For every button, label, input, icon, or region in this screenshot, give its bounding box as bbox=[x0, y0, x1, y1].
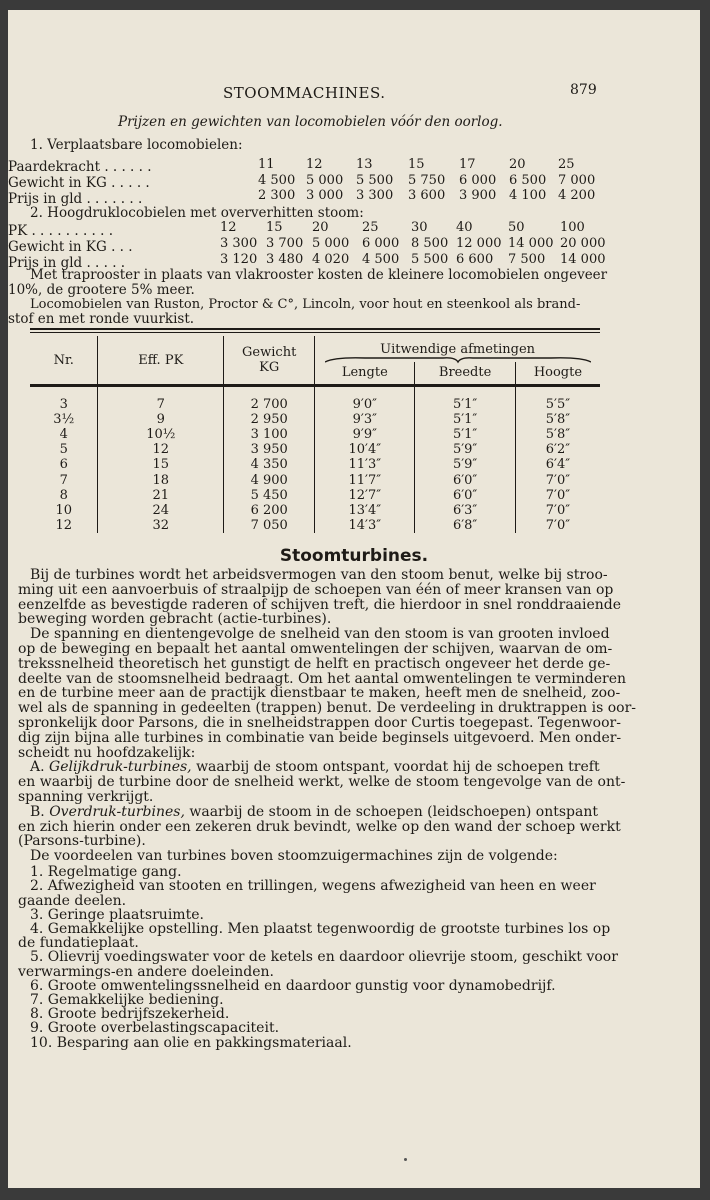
table-cell: 4 900 bbox=[224, 473, 315, 488]
type-b-line-2: en zich hierin onder een zekeren druk bevindt, welke op den wand der schoep werkt bbox=[18, 818, 621, 835]
s1-value: 3 000 bbox=[306, 188, 344, 203]
advantage-item: 3. Geringe plaatsruimte. bbox=[30, 906, 204, 923]
s2-value: 15 bbox=[266, 220, 283, 235]
ruston-dimensions-table bbox=[30, 336, 600, 533]
table-cell: 6 bbox=[30, 457, 98, 472]
s2-value: 3 120 bbox=[220, 252, 258, 267]
table-cell: 5′1″ bbox=[415, 397, 515, 412]
s1-value: 15 bbox=[408, 157, 425, 172]
table-cell: 6 200 bbox=[224, 503, 315, 518]
paragraph-line: trekssnelheid theoretisch het gunstigt de helft en practisch ongeveer het derde ge- bbox=[18, 655, 611, 672]
table-top-rule-thin bbox=[30, 332, 600, 333]
table-cell: 5′8″ bbox=[545, 411, 571, 427]
advantage-item: 10. Besparing aan olie en pakkingsmateriaal. bbox=[30, 1034, 352, 1051]
paragraph-line: spronkelijk door Parsons, die in snelheidstrappen door Curtis toegepast. Tegenwoor- bbox=[18, 715, 621, 731]
paragraph-line: op de beweging en bepaalt het aantal omwentelingen der schijven, waarvan de om- bbox=[18, 641, 613, 657]
s1-value: 6 500 bbox=[509, 173, 547, 188]
table-row bbox=[30, 442, 600, 457]
table-cell: 3½ bbox=[30, 412, 98, 427]
s2-value: 3 480 bbox=[266, 252, 304, 267]
section1-heading: 1. Verplaatsbare locomobielen: bbox=[30, 137, 243, 153]
section-subtitle: Prijzen en gewichten van locomobielen vóór den oorlog. bbox=[118, 114, 503, 130]
section2-heading: 2. Hoogdruklocobielen met oververhitten stoom: bbox=[30, 205, 364, 221]
s2-value: 20 000 bbox=[560, 236, 606, 251]
paragraph-line: deelte van de stoomsnelheid bedraagt. Om het aantal omwentelingen te verminderen bbox=[18, 670, 627, 687]
advantage-item: 4. Gemakkelijke opstelling. Men plaatst tegenwoordig de grootste turbines los op bbox=[30, 921, 611, 937]
table-cell: 24 bbox=[98, 503, 224, 518]
col-breedte: Breedte bbox=[415, 362, 515, 384]
note-line-1: Met traprooster in plaats van vlakrooster kosten de kleinere locomobielen ongeveer bbox=[30, 267, 608, 283]
table-cell: 7′0″ bbox=[545, 502, 571, 518]
table-cell: 7′0″ bbox=[545, 487, 571, 503]
table-cell: 6′8″ bbox=[415, 518, 515, 533]
table-cell: 32 bbox=[98, 518, 224, 533]
s1-value: 7 000 bbox=[558, 173, 596, 188]
type-b-line-3: (Parsons-turbine). bbox=[18, 833, 146, 850]
table-row bbox=[30, 412, 600, 427]
s2-value: 12 000 bbox=[456, 236, 502, 251]
paragraph-line: scheidt nu hoofdzakelijk: bbox=[18, 744, 196, 761]
s1-value: 5 500 bbox=[356, 173, 394, 188]
s2-value: 7 500 bbox=[508, 252, 546, 267]
advantage-item: de fundatieplaat. bbox=[18, 935, 139, 952]
table-cell: 4 350 bbox=[224, 457, 315, 472]
s2-value: 6 000 bbox=[362, 236, 400, 251]
note-line-2: 10%, de grootere 5% meer. bbox=[8, 282, 195, 298]
col-gewicht-line2: KG bbox=[259, 360, 280, 375]
s2-value: 100 bbox=[560, 220, 585, 235]
type-b-line bbox=[30, 805, 598, 820]
table-cell: 11′7″ bbox=[315, 473, 415, 488]
paragraph-line: eenzelfde as bevestigde raderen of schijven treft, die hierdoor in snel ronddraaiende bbox=[18, 596, 622, 613]
col-eff-pk: Eff. PK bbox=[98, 336, 224, 384]
table-cell: 5′5″ bbox=[545, 396, 571, 412]
advantage-item: verwarmings-en andere doeleinden. bbox=[18, 963, 274, 980]
table-cell: 18 bbox=[98, 473, 224, 488]
table-cell: 2 950 bbox=[224, 412, 315, 427]
table-cell: 6′0″ bbox=[415, 488, 515, 503]
table-cell: 2 700 bbox=[224, 397, 315, 412]
table-cell: 13′4″ bbox=[315, 503, 415, 518]
table-cell: 21 bbox=[98, 488, 224, 503]
s2-value: 5 500 bbox=[411, 252, 449, 267]
s2-label-pk: PK . . . . . . . . . . bbox=[8, 223, 113, 239]
s1-value: 25 bbox=[558, 157, 575, 172]
table-top-rule bbox=[30, 328, 600, 330]
s2-value: 3 700 bbox=[266, 236, 304, 251]
s1-value: 4 100 bbox=[509, 188, 547, 203]
paragraph-line: dig zijn bijna alle turbines in combinatie van beide beginsels uitgevoerd. Men onder- bbox=[18, 729, 622, 746]
page-number: 879 bbox=[570, 82, 597, 98]
table-cell: 5′8″ bbox=[545, 426, 571, 442]
table-cell: 7′0″ bbox=[545, 472, 571, 488]
advantage-item: 2. Afwezigheid van stooten en trillingen, wegens afwezigheid van heen en weer bbox=[30, 878, 596, 895]
table-cell: 14′3″ bbox=[315, 518, 415, 533]
advantage-item: 9. Groote overbelastingscapaciteit. bbox=[30, 1020, 280, 1037]
s1-value: 3 600 bbox=[408, 188, 446, 203]
s2-value: 14 000 bbox=[560, 252, 606, 267]
type-a-rest: waarbij de stoom ontspant, voordat hij de schoepen treft bbox=[196, 759, 600, 776]
book-page bbox=[8, 10, 700, 1188]
s1-label-gewicht: Gewicht in KG . . . . . bbox=[8, 175, 150, 191]
col-lengte: Lengte bbox=[315, 362, 415, 384]
table-cell: 7 050 bbox=[224, 518, 315, 533]
table-cell: 7 bbox=[98, 397, 224, 412]
table-cell: 3 bbox=[30, 397, 98, 412]
table-cell: 7′0″ bbox=[545, 518, 571, 534]
table-cell: 3 100 bbox=[224, 427, 315, 442]
col-group-label: Uitwendige afmetingen bbox=[380, 341, 536, 357]
s2-value: 30 bbox=[411, 220, 428, 235]
table-cell: 12′7″ bbox=[315, 488, 415, 503]
ruston-line-2: stof en met ronde vuurkist. bbox=[8, 311, 195, 327]
advantage-item: gaande deelen. bbox=[18, 892, 127, 909]
s1-value: 17 bbox=[459, 157, 476, 172]
table-cell: 9′9″ bbox=[315, 427, 415, 442]
s1-value: 5 750 bbox=[408, 173, 446, 188]
col-hoogte: Hoogte bbox=[515, 362, 600, 384]
s1-value: 4 200 bbox=[558, 188, 596, 203]
ruston-line-1: Locomobielen van Ruston, Proctor & C°, Lincoln, voor hout en steenkool als brand- bbox=[30, 297, 581, 312]
paragraph-line: beweging worden gebracht (actie-turbines). bbox=[18, 611, 332, 628]
s1-value: 6 000 bbox=[459, 173, 497, 188]
table-cell: 11′3″ bbox=[315, 457, 415, 472]
stoomturbines-title: Stoomturbines. bbox=[279, 546, 429, 566]
type-a-label: A. bbox=[30, 759, 45, 776]
s2-value: 5 000 bbox=[312, 236, 350, 251]
table-cell: 4 bbox=[30, 427, 98, 442]
s1-value: 3 900 bbox=[459, 188, 497, 203]
advantages-intro: De voordeelen van turbines boven stoomzuigermachines zijn de volgende: bbox=[30, 848, 558, 865]
table-cell: 9 bbox=[98, 412, 224, 427]
table-cell: 7 bbox=[30, 473, 98, 488]
table-row bbox=[30, 488, 600, 503]
table-cell: 8 bbox=[30, 488, 98, 503]
s1-label-pk: Paardekracht . . . . . . bbox=[8, 159, 152, 175]
table-row bbox=[30, 503, 600, 518]
s2-value: 20 bbox=[312, 220, 329, 235]
table-cell: 9′3″ bbox=[315, 412, 415, 427]
table-cell: 6′0″ bbox=[415, 473, 515, 488]
table-cell: 12 bbox=[98, 442, 224, 457]
table-cell: 10 bbox=[30, 503, 98, 518]
brace-icon bbox=[325, 356, 591, 364]
table-cell: 6′2″ bbox=[545, 442, 571, 458]
s2-value: 25 bbox=[362, 220, 379, 235]
table-cell: 9′0″ bbox=[315, 397, 415, 412]
s2-value: 40 bbox=[456, 220, 473, 235]
type-a-line-2: en waarbij de turbine door de snelheid werkt, welke de stoom tengevolge van de ont- bbox=[18, 774, 626, 791]
table-cell: 6′4″ bbox=[545, 457, 571, 473]
s1-value: 20 bbox=[509, 157, 526, 172]
table-row bbox=[30, 427, 600, 442]
s1-value: 2 300 bbox=[258, 188, 296, 203]
advantage-item: 7. Gemakkelijke bediening. bbox=[30, 992, 224, 1008]
running-header: STOOMMACHINES. bbox=[223, 84, 386, 102]
table-row bbox=[30, 457, 600, 472]
table-cell: 5 450 bbox=[224, 488, 315, 503]
table-cell: 3 950 bbox=[224, 442, 315, 457]
table-cell: 10½ bbox=[98, 427, 224, 442]
s2-label-prijs: Prijs in gld . . . . . bbox=[8, 255, 126, 271]
paragraph-line: en de turbine meer aan de practijk dienstbaar te maken, heeft men de snelheid, zoo- bbox=[18, 685, 621, 702]
advantage-item: 6. Groote omwentelingssnelheid en daardoor gunstig voor dynamobedrijf. bbox=[30, 977, 556, 994]
s1-value: 3 300 bbox=[356, 188, 394, 203]
advantage-item: 8. Groote bedrijfszekerheid. bbox=[30, 1006, 230, 1023]
table-cell: 5′1″ bbox=[415, 412, 515, 427]
table-cell: 15 bbox=[98, 457, 224, 472]
s2-label-gewicht: Gewicht in KG . . . bbox=[8, 239, 133, 255]
table-row bbox=[30, 397, 600, 412]
s1-label-prijs: Prijs in gld . . . . . . . bbox=[8, 191, 143, 207]
table-cell: 5′9″ bbox=[415, 442, 515, 457]
advantage-item: 5. Olievrij voedingswater voor de ketels en daardoor olievrije stoom, geschikt voor bbox=[30, 949, 618, 966]
s2-value: 6 600 bbox=[456, 252, 494, 267]
s1-value: 13 bbox=[356, 157, 373, 172]
s2-value: 14 000 bbox=[508, 236, 554, 251]
type-a-line bbox=[30, 760, 600, 775]
col-gewicht bbox=[224, 336, 315, 384]
col-gewicht-line1: Gewicht bbox=[242, 345, 297, 360]
s2-value: 4 020 bbox=[312, 252, 350, 267]
table-row bbox=[30, 473, 600, 488]
type-a-name: Gelijkdruk-turbines, bbox=[49, 759, 192, 776]
paragraph-line: Bij de turbines wordt het arbeidsvermogen van den stoom benut, welke bij stroo- bbox=[30, 567, 608, 583]
type-a-line-3: spanning verkrijgt. bbox=[18, 789, 154, 805]
advantage-item: 1. Regelmatige gang. bbox=[30, 864, 182, 881]
paragraph-line: ming uit een aanvoerbuis of straalpijp de schoepen van één of meer kransen van op bbox=[18, 581, 614, 598]
col-group-afmetingen bbox=[315, 336, 600, 362]
table-cell: 12 bbox=[30, 518, 98, 533]
paragraph-line: De spanning en dientengevolge de snelheid van den stoom is van grooten invloed bbox=[30, 626, 610, 643]
s1-value: 12 bbox=[306, 157, 323, 172]
type-b-label: B. bbox=[30, 803, 45, 820]
table-cell: 5 bbox=[30, 442, 98, 457]
s2-value: 50 bbox=[508, 220, 525, 235]
type-b-name: Overdruk-turbines, bbox=[49, 803, 185, 820]
s2-value: 3 300 bbox=[220, 236, 258, 251]
type-b-rest: waarbij de stoom in de schoepen (leidschoepen) ontspant bbox=[189, 803, 598, 820]
col-nr: Nr. bbox=[30, 336, 98, 384]
table-cell: 10′4″ bbox=[315, 442, 415, 457]
s2-value: 4 500 bbox=[362, 252, 400, 267]
s2-value: 8 500 bbox=[411, 236, 449, 251]
s2-value: 12 bbox=[220, 220, 237, 235]
s1-value: 4 500 bbox=[258, 173, 296, 188]
s1-value: 11 bbox=[258, 157, 275, 172]
table-row bbox=[30, 518, 600, 533]
paragraph-line: wel als de spanning in gedeelten (trappen) benut. De verdeeling in druktrappen is oor- bbox=[18, 700, 637, 717]
s1-value: 5 000 bbox=[306, 173, 344, 188]
print-mark bbox=[404, 1158, 407, 1161]
table-cell: 5′9″ bbox=[415, 457, 515, 472]
table-cell: 6′3″ bbox=[415, 503, 515, 518]
table-cell: 5′1″ bbox=[415, 427, 515, 442]
